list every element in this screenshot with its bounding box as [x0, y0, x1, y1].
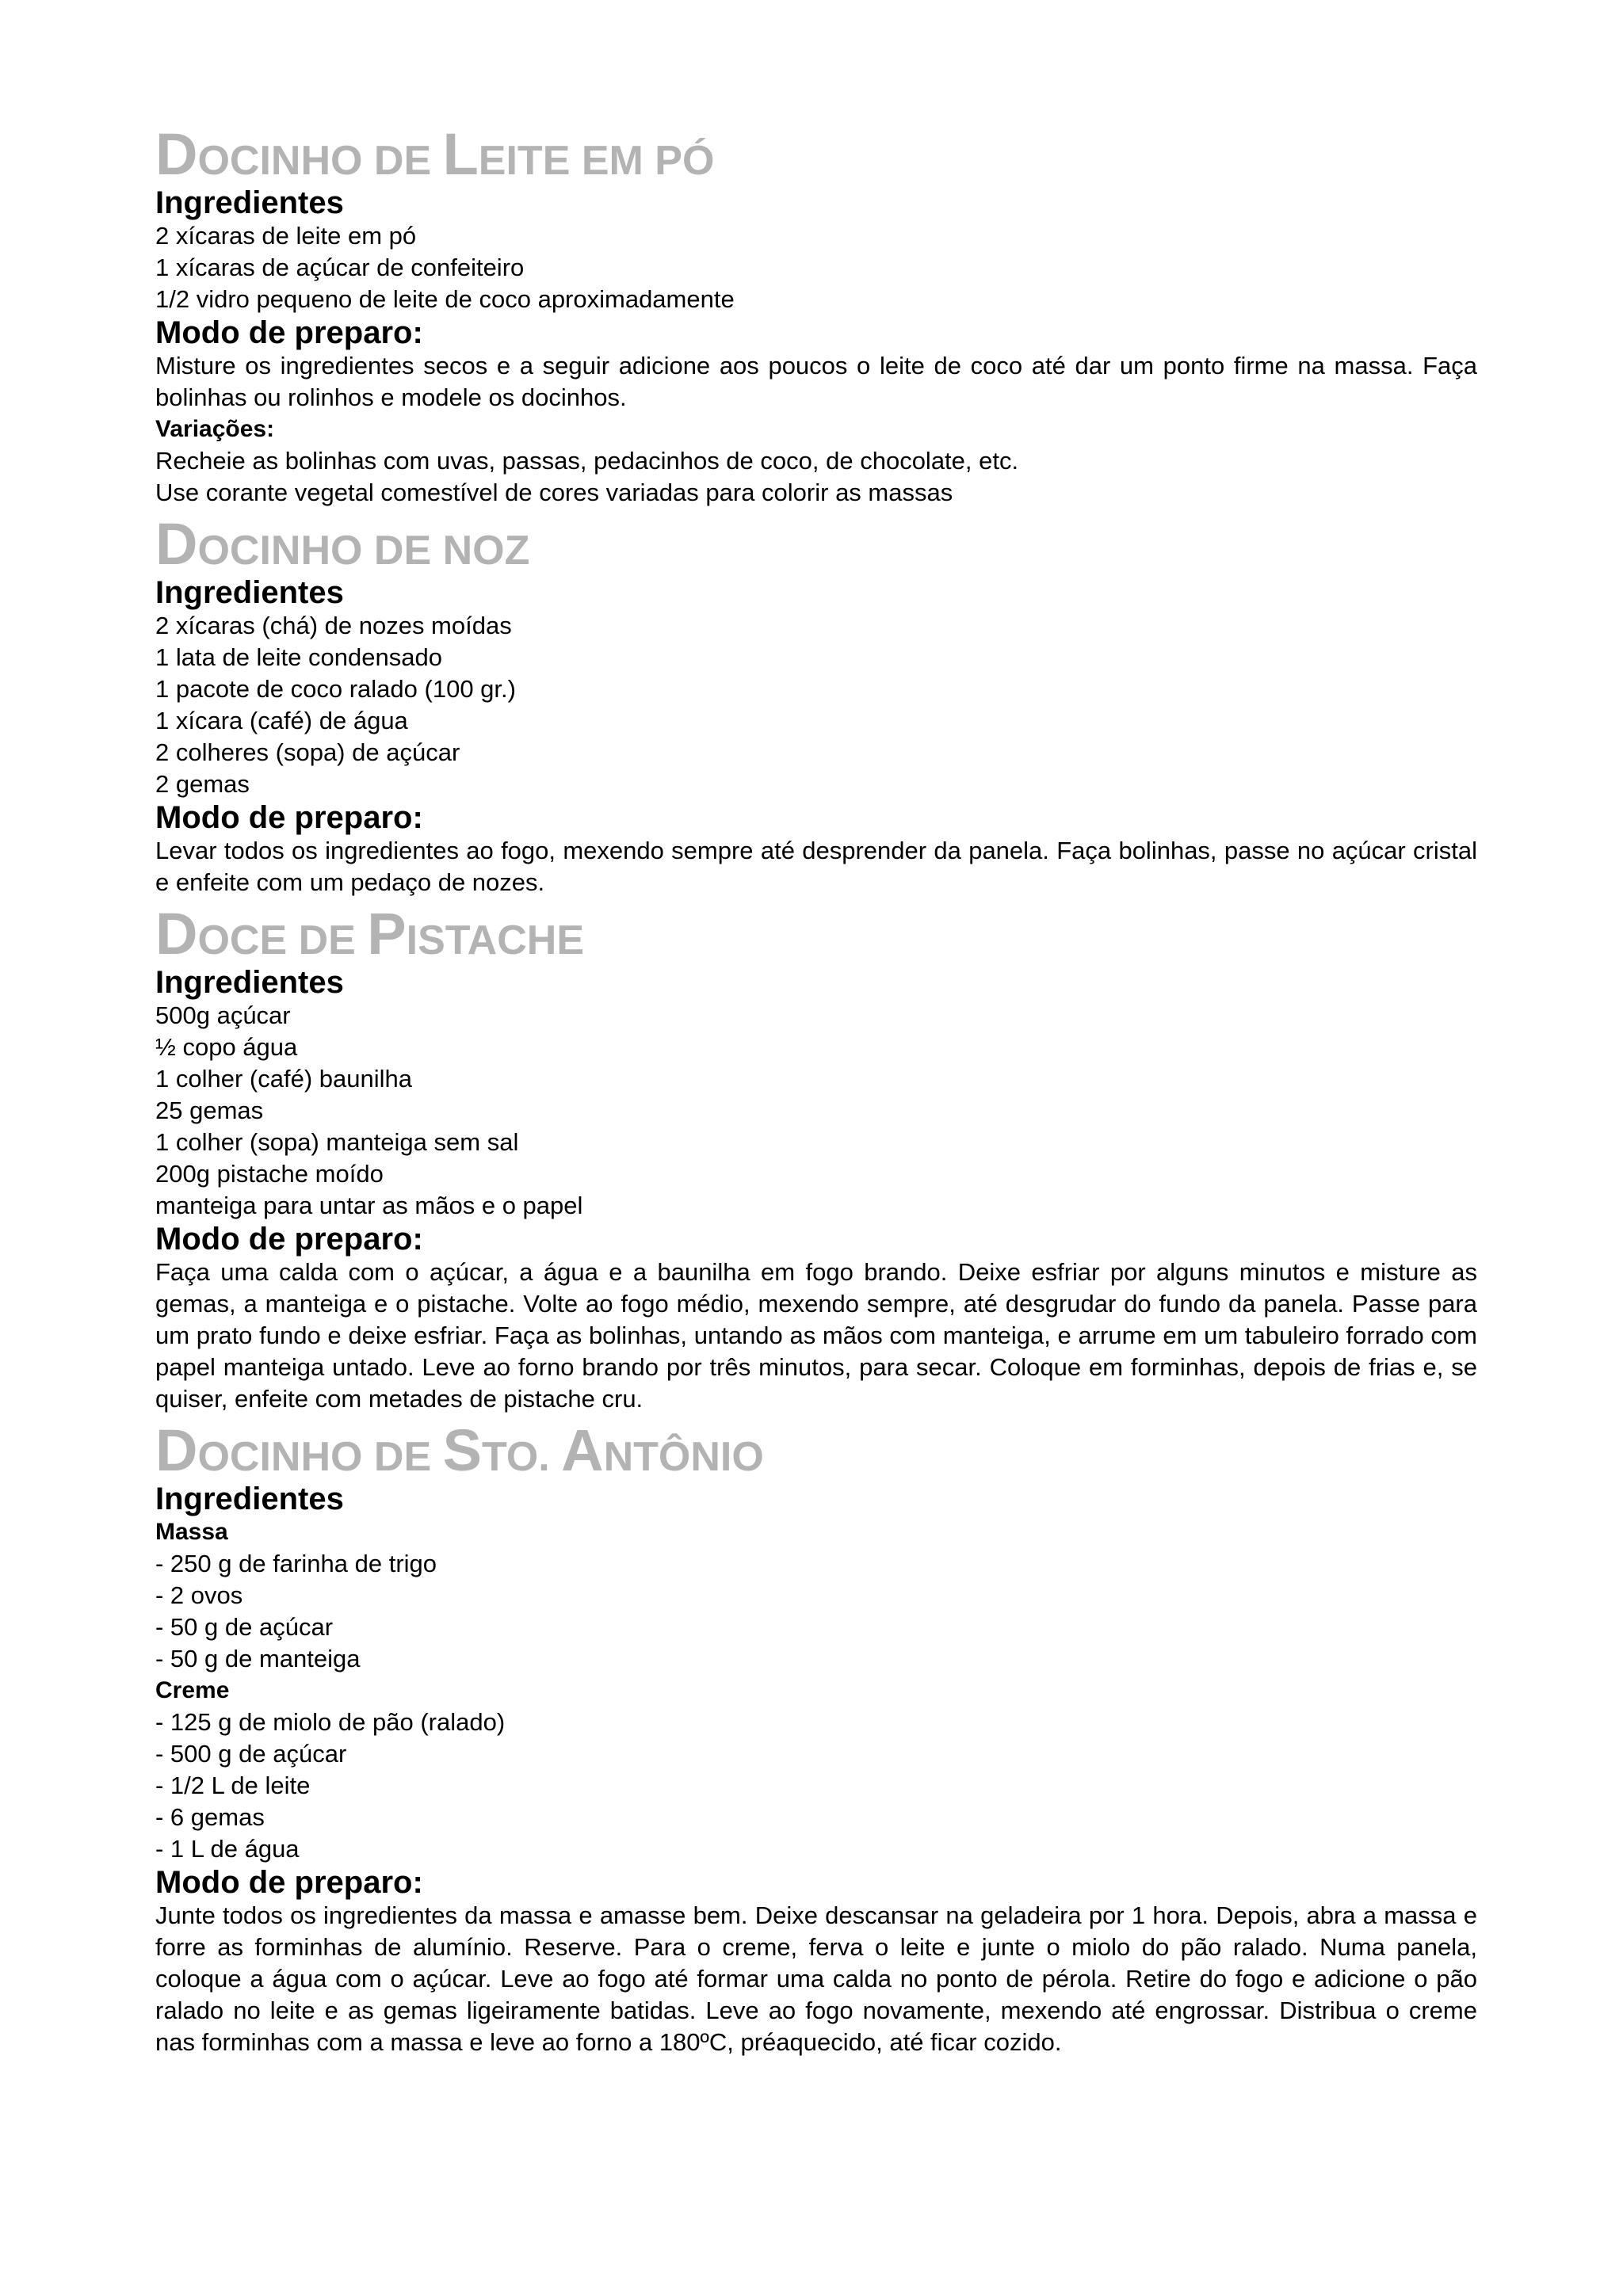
ingredient-item: 25 gemas — [155, 1097, 264, 1124]
ingredient-item: 1 xícaras de açúcar de confeiteiro — [155, 254, 525, 281]
ingredients-heading: Ingredientes — [155, 965, 344, 1000]
recipe-title-part: NTÔNIO — [603, 1434, 764, 1480]
preparation-heading: Modo de preparo: — [155, 1865, 423, 1900]
recipe-section — [155, 121, 1477, 509]
ingredient-item: - 1 L de água — [155, 1835, 300, 1863]
recipe-title-part: D — [155, 1417, 198, 1483]
ingredient-item: manteiga para untar as mãos e o papel — [155, 1192, 583, 1219]
preparation-text: Junte todos os ingredientes da massa e amasse bem. Deixe descansar na geladeira por 1 hora. Depois, abra a massa e forre as forminhas de alumínio. Reserve. Para o creme, ferva o leite e junte o miolo do pão ralado. Numa panela, coloque a água com o açúcar. Leve ao fogo até formar uma calda no ponto de pérola. Retire do fogo e adicione o pão ralado no leite e as gemas ligeiramente batidas. Leve ao fogo novamente, mexendo até engrossar. Distribua o creme nas forminhas com a massa e leve ao forno a 180ºC, préaquecido, até ficar cozido. — [155, 1901, 1477, 2056]
recipe-title-part: D — [155, 901, 198, 967]
preparation-heading: Modo de preparo: — [155, 800, 423, 835]
recipe-title — [155, 901, 1477, 967]
recipe-title — [155, 1417, 1477, 1483]
ingredient-item: 2 xícaras (chá) de nozes moídas — [155, 612, 512, 639]
ingredient-item: 500g açúcar — [155, 1001, 291, 1029]
preparation-text: Faça uma calda com o açúcar, a água e a baunilha em fogo brando. Deixe esfriar por alguns minutos e misture as gemas, a manteiga e o pistache. Volte ao fogo médio, mexendo sempre, até desgrudar do fundo da panela. Passe para um prato fundo e deixe esfriar. Faça as bolinhas, untando as mãos com manteiga, e arrume em um tabuleiro forrado com papel manteiga untado. Leve ao forno brando por três minutos, para secar. Coloque em forminhas, depois de frias e, se quiser, enfeite com metades de pistache cru. — [155, 1258, 1477, 1413]
ingredient-item: 1 xícara (café) de água — [155, 707, 408, 734]
preparation-text: Misture os ingredientes secos e a seguir adicione aos poucos o leite de coco até dar um ponto firme na massa. Faça bolinhas ou rolinhos e modele os docinhos. — [155, 352, 1477, 411]
recipe-section — [155, 901, 1477, 1415]
recipe-section — [155, 1417, 1477, 2058]
recipe-title-part: OCINHO DE — [197, 138, 443, 184]
recipe-title-part: L — [442, 121, 479, 187]
ingredient-item: - 50 g de açúcar — [155, 1613, 334, 1641]
ingredient-item: 2 gemas — [155, 770, 250, 798]
ingredient-item: ½ copo água — [155, 1033, 298, 1061]
preparation-text: Levar todos os ingredientes ao fogo, mexendo sempre até desprender da panela. Faça bolinhas, passe no açúcar cristal e enfeite com um pedaço de nozes. — [155, 837, 1477, 896]
variation-item: Use corante vegetal comestível de cores variadas para colorir as massas — [155, 479, 953, 506]
ingredient-item: 200g pistache moído — [155, 1160, 384, 1188]
recipe-title-part: A — [561, 1417, 604, 1483]
ingredient-item: 1 pacote de coco ralado (100 gr.) — [155, 675, 516, 703]
ingredient-group-label: Massa — [155, 1519, 228, 1545]
recipe-title — [155, 511, 1477, 577]
ingredients-heading: Ingredientes — [155, 185, 344, 220]
recipe-title-part: OCE DE — [197, 917, 368, 963]
ingredient-item: 1 lata de leite condensado — [155, 643, 442, 671]
ingredient-item: - 1/2 L de leite — [155, 1772, 311, 1799]
recipe-title-part: P — [367, 901, 407, 967]
ingredient-item: 1 colher (sopa) manteiga sem sal — [155, 1128, 519, 1156]
recipe-title-part: D — [155, 511, 198, 577]
ingredients-heading: Ingredientes — [155, 575, 344, 610]
recipe-title-part: OCINHO DE — [197, 1434, 443, 1480]
ingredient-item: - 250 g de farinha de trigo — [155, 1550, 437, 1577]
ingredient-item: - 500 g de açúcar — [155, 1740, 347, 1768]
preparation-heading: Modo de preparo: — [155, 1222, 423, 1257]
recipe-title-part: S — [442, 1417, 482, 1483]
ingredient-group-label: Creme — [155, 1677, 230, 1703]
recipe-title-part: D — [155, 121, 198, 187]
ingredient-item: 2 colheres (sopa) de açúcar — [155, 738, 460, 766]
ingredient-item: - 6 gemas — [155, 1803, 265, 1831]
ingredient-item: 1/2 vidro pequeno de leite de coco aproximadamente — [155, 285, 735, 313]
ingredient-item: 2 xícaras de leite em pó — [155, 222, 417, 250]
variations-heading: Variações: — [155, 416, 275, 442]
ingredient-item: - 2 ovos — [155, 1581, 243, 1609]
recipe-title-part: TO. — [481, 1434, 562, 1480]
ingredient-item: 1 colher (café) baunilha — [155, 1065, 412, 1093]
recipe-title-part: EITE EM PÓ — [478, 138, 715, 184]
recipe-title-part: ISTACHE — [406, 917, 585, 963]
ingredient-item: - 50 g de manteiga — [155, 1645, 361, 1672]
ingredient-item: - 125 g de miolo de pão (ralado) — [155, 1708, 506, 1736]
recipe-title-part: OCINHO DE NOZ — [197, 528, 530, 574]
preparation-heading: Modo de preparo: — [155, 315, 423, 350]
variation-item: Recheie as bolinhas com uvas, passas, pedacinhos de coco, de chocolate, etc. — [155, 447, 1019, 475]
recipe-title — [155, 121, 1477, 187]
recipe-section — [155, 511, 1477, 898]
ingredients-heading: Ingredientes — [155, 1482, 344, 1516]
